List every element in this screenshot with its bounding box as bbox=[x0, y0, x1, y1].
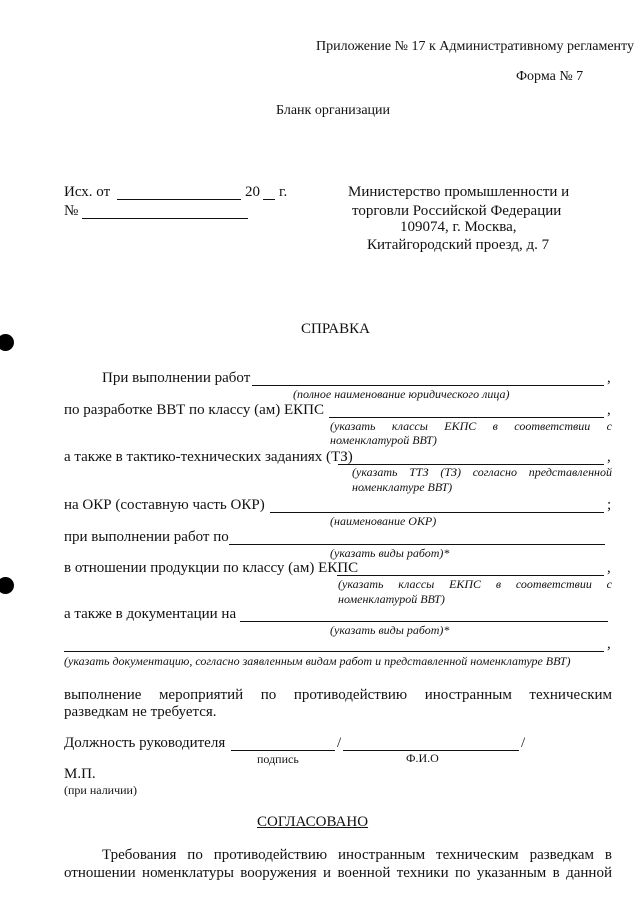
field-end: , bbox=[607, 636, 611, 652]
field-hint: номенклатурой ВВТ) bbox=[338, 592, 445, 606]
statement-text: выполнение мероприятий по противодействию иностранным техническим bbox=[64, 687, 612, 703]
field-label: При выполнении работ bbox=[102, 370, 251, 386]
field-label: по разработке ВВТ по классу (ам) ЕКПС bbox=[64, 402, 325, 418]
ekps-classes-field[interactable] bbox=[329, 417, 604, 418]
field-end: , bbox=[607, 370, 611, 386]
signature-separator: / bbox=[337, 735, 342, 751]
documentation-details-field[interactable] bbox=[64, 651, 604, 652]
field-label: на ОКР (составную часть ОКР) bbox=[64, 497, 265, 513]
field-label: а также в тактико-технических заданиях (ТЗ) bbox=[64, 449, 353, 465]
position-label: Должность руководителя bbox=[64, 735, 226, 751]
year-suffix: г. bbox=[279, 184, 288, 200]
addressee-line: Китайгородский проезд, д. 7 bbox=[367, 237, 550, 253]
form-number: Форма № 7 bbox=[516, 69, 584, 84]
organization-blank-label: Бланк организации bbox=[276, 103, 391, 118]
okr-name-field[interactable] bbox=[270, 512, 604, 513]
appendix-note: Приложение № 17 к Административному регламенту bbox=[316, 39, 634, 54]
addressee-line: 109074, г. Москва, bbox=[400, 219, 517, 235]
signature-hint: подпись bbox=[257, 752, 299, 766]
full-name-hint: Ф.И.О bbox=[406, 751, 439, 765]
stamp-label: М.П. bbox=[64, 766, 96, 782]
field-hint: (указать документацию, согласно заявленным видам работ и представленной номенклатуре ВВТ) bbox=[64, 654, 571, 668]
outgoing-number-field[interactable] bbox=[82, 218, 248, 219]
field-hint: (полное наименование юридического лица) bbox=[293, 387, 510, 401]
field-hint: номенклатурой ВВТ) bbox=[330, 433, 437, 447]
document-title: СПРАВКА bbox=[301, 321, 370, 337]
field-hint: номенклатуре ВВТ) bbox=[352, 480, 453, 494]
signature-separator: / bbox=[521, 735, 526, 751]
addressee-line: Министерство промышленности и bbox=[348, 184, 570, 200]
requirements-text: отношении номенклатуры вооружения и военной техники по указанным в данной bbox=[64, 865, 612, 881]
stamp-note: (при наличии) bbox=[64, 783, 137, 797]
field-hint: (указать ТТЗ (ТЗ) согласно представленной bbox=[352, 465, 612, 479]
work-types-field[interactable] bbox=[229, 544, 605, 545]
punch-hole-mark bbox=[0, 577, 14, 594]
statement-text: разведкам не требуется. bbox=[64, 704, 217, 720]
documentation-field[interactable] bbox=[240, 621, 608, 622]
field-end: , bbox=[607, 402, 611, 418]
field-hint: (указать виды работ)* bbox=[330, 623, 450, 637]
field-label: а также в документации на bbox=[64, 606, 237, 622]
field-label: при выполнении работ по bbox=[64, 529, 229, 545]
field-hint: (указать классы ЕКПС в соответствии с bbox=[338, 577, 612, 591]
field-hint: (указать виды работ)* bbox=[330, 546, 450, 560]
outgoing-ref-label: Исх. от bbox=[64, 184, 111, 200]
signature-field[interactable] bbox=[231, 750, 335, 751]
field-end: ; bbox=[607, 497, 612, 513]
year-prefix: 20 bbox=[245, 184, 260, 200]
legal-entity-name-field[interactable] bbox=[252, 385, 604, 386]
approved-heading: СОГЛАСОВАНО bbox=[257, 814, 369, 830]
year-field[interactable] bbox=[263, 199, 275, 200]
punch-hole-mark bbox=[0, 334, 14, 351]
field-hint: (указать классы ЕКПС в соответствии с bbox=[330, 419, 612, 433]
field-hint: (наименование ОКР) bbox=[330, 514, 437, 528]
requirements-text: Требования по противодействию иностранным техническим разведкам в bbox=[102, 847, 612, 863]
field-end: , bbox=[607, 560, 611, 576]
field-label: в отношении продукции по классу (ам) ЕКПС bbox=[64, 560, 359, 576]
outgoing-number-label: № bbox=[64, 203, 79, 219]
product-ekps-classes-field[interactable] bbox=[337, 575, 604, 576]
outgoing-date-field[interactable] bbox=[117, 199, 241, 200]
addressee-line: торговли Российской Федерации bbox=[352, 203, 562, 219]
field-end: , bbox=[607, 449, 611, 465]
